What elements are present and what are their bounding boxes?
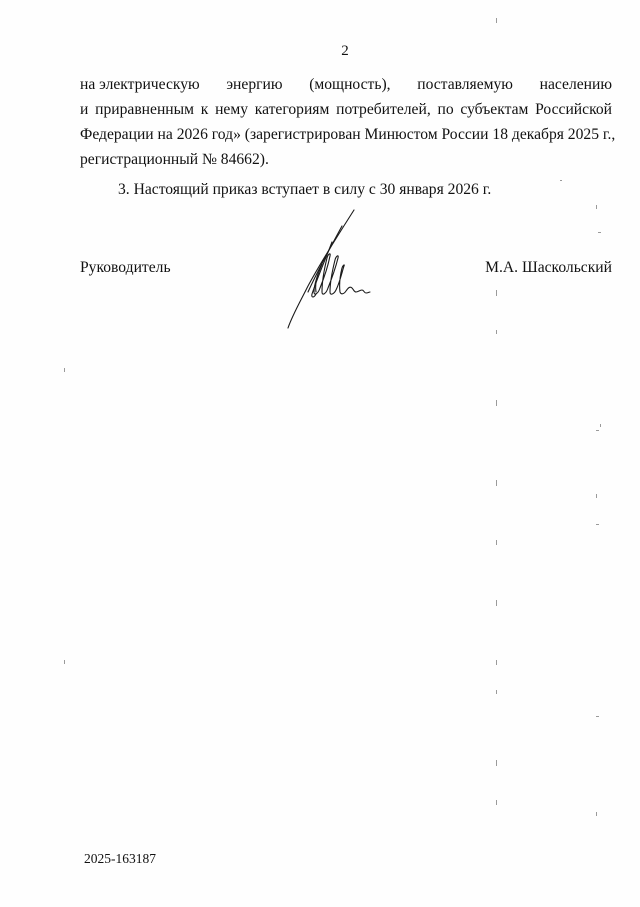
word: энергию — [226, 76, 283, 93]
word: на электрическую — [80, 76, 200, 93]
signatory-title: Руководитель — [80, 259, 171, 276]
word: потребителей, — [336, 101, 431, 118]
handwritten-signature — [278, 208, 378, 332]
word: населению — [539, 76, 612, 93]
document-number: 2025-163187 — [84, 851, 156, 866]
paragraph-1-line-4: регистрационный № 84662). — [80, 151, 269, 168]
word: по — [437, 101, 454, 118]
signatory-name: М.А. Шаскольский — [485, 259, 612, 276]
word: к — [200, 101, 209, 118]
word: Российской — [535, 101, 612, 118]
word: приравненным — [95, 101, 194, 118]
paragraph-2: 3. Настоящий приказ вступает в силу с 30 января 2026 г. — [118, 181, 492, 198]
paragraph-1 — [80, 72, 616, 172]
word: поставляемую — [417, 76, 513, 93]
word: категориям — [254, 101, 330, 118]
paragraph-1-line-1 — [80, 72, 612, 97]
paragraph-1-line-3: Федерации на 2026 год» (зарегистрирован Минюстом России 18 декабря 2025 г., — [80, 126, 616, 143]
word: (мощность), — [309, 76, 391, 93]
page-number: 2 — [341, 43, 349, 59]
paragraph-1-line-2 — [80, 97, 612, 122]
word: и — [80, 101, 89, 118]
word: субъектам — [460, 101, 529, 118]
word: нему — [215, 101, 248, 118]
